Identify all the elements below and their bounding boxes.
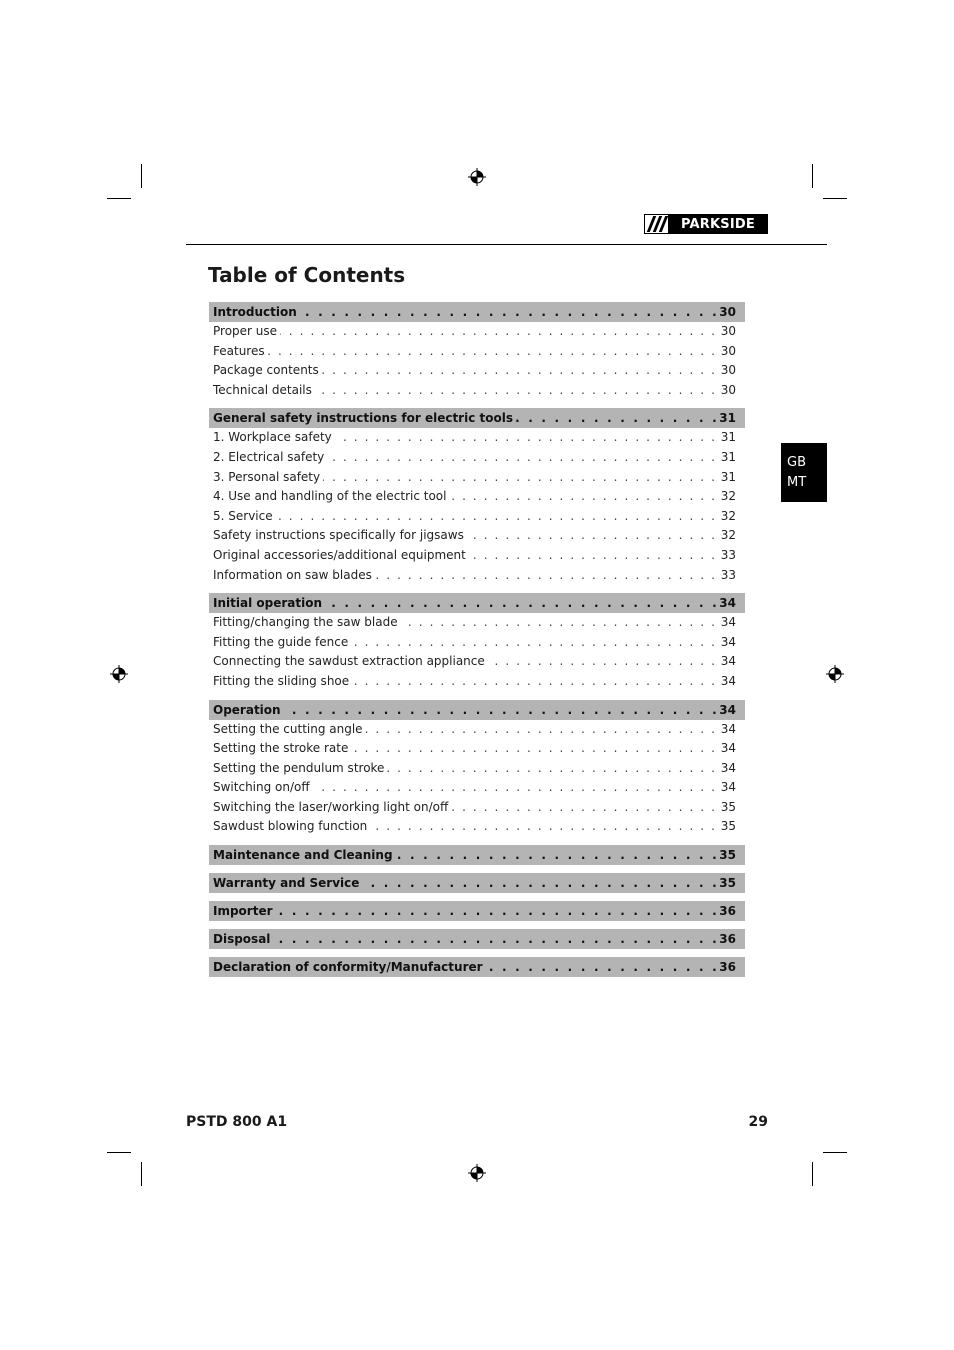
toc-entry[interactable] <box>209 817 745 837</box>
toc-heading-title: Warranty and Service <box>213 876 362 890</box>
toc-heading-page: 35 <box>716 845 736 865</box>
toc-entry[interactable] <box>209 468 745 488</box>
toc-entry-page: 35 <box>718 817 736 837</box>
toc-entry-page: 30 <box>718 381 736 401</box>
toc-entry[interactable] <box>209 633 745 653</box>
registration-mark-icon <box>110 665 128 683</box>
toc-entry-title: 1. Workplace safety <box>213 430 335 444</box>
toc-entry-page: 33 <box>718 566 736 586</box>
toc-entry[interactable] <box>209 381 745 401</box>
toc-heading[interactable] <box>209 593 745 613</box>
dot-leader <box>213 322 736 342</box>
toc-entry-title: Information on saw blades <box>213 568 375 582</box>
toc-heading-page: 35 <box>716 873 736 893</box>
toc-entry-title: Fitting the guide fence <box>213 635 351 649</box>
toc-entry-title: Switching on/off <box>213 780 313 794</box>
toc-entry[interactable] <box>209 448 745 468</box>
toc-entry-title: Fitting the sliding shoe <box>213 674 352 688</box>
toc-section <box>209 700 745 838</box>
toc-entry-page: 30 <box>718 322 736 342</box>
registration-mark-icon <box>468 168 486 186</box>
toc-entry[interactable] <box>209 798 745 818</box>
toc-entry-page: 34 <box>718 739 736 759</box>
toc-heading-title: General safety instructions for electric tools <box>213 411 516 425</box>
toc-section <box>209 593 745 691</box>
toc-heading[interactable] <box>209 873 745 893</box>
toc-section <box>209 302 745 400</box>
toc-entry-page: 34 <box>718 720 736 740</box>
toc-heading-title: Introduction <box>213 305 300 319</box>
toc-entry[interactable] <box>209 361 745 381</box>
toc-entry-title: Setting the cutting angle <box>213 722 366 736</box>
language-code: MT <box>787 475 807 490</box>
toc-entry-title: Fitting/changing the saw blade <box>213 615 401 629</box>
toc-entry[interactable] <box>209 672 745 692</box>
toc-entry[interactable] <box>209 778 745 798</box>
toc-heading-title: Declaration of conformity/Manufacturer <box>213 960 486 974</box>
toc-entry-title: Safety instructions specifically for jigsaws <box>213 528 467 542</box>
toc-heading-page: 34 <box>716 700 736 720</box>
toc-entry-page: 35 <box>718 798 736 818</box>
toc-section <box>209 957 745 977</box>
toc-heading-title: Initial operation <box>213 596 325 610</box>
toc-entry-page: 34 <box>718 633 736 653</box>
toc-entry-page: 31 <box>718 468 736 488</box>
toc-entry-page: 30 <box>718 342 736 362</box>
logo-text: PARKSIDE <box>668 214 768 234</box>
toc-entry-title: Setting the pendulum stroke <box>213 761 387 775</box>
toc-entry[interactable] <box>209 720 745 740</box>
crop-mark <box>141 164 142 188</box>
toc-entry-title: 4. Use and handling of the electric tool <box>213 489 449 503</box>
parkside-logo <box>644 214 768 234</box>
toc-entry-title: Features <box>213 344 268 358</box>
toc-heading-page: 30 <box>716 302 736 322</box>
toc-heading-title: Importer <box>213 904 276 918</box>
toc-entry-title: Connecting the sawdust extraction appliance <box>213 654 488 668</box>
table-of-contents <box>209 302 745 985</box>
toc-entry-page: 33 <box>718 546 736 566</box>
toc-heading[interactable] <box>209 901 745 921</box>
toc-heading-title: Maintenance and Cleaning <box>213 848 396 862</box>
toc-heading-title: Disposal <box>213 932 273 946</box>
toc-entry-title: Setting the stroke rate <box>213 741 351 755</box>
toc-entry-title: Package contents <box>213 363 322 377</box>
dot-leader <box>213 342 736 362</box>
toc-heading[interactable] <box>209 957 745 977</box>
toc-heading[interactable] <box>209 302 745 322</box>
toc-section <box>209 408 745 585</box>
toc-heading-page: 34 <box>716 593 736 613</box>
toc-heading-page: 36 <box>716 929 736 949</box>
toc-entry-title: Technical details <box>213 383 315 397</box>
toc-entry[interactable] <box>209 342 745 362</box>
dot-leader <box>213 901 736 921</box>
registration-mark-icon <box>826 665 844 683</box>
toc-heading[interactable] <box>209 408 745 428</box>
toc-entry[interactable] <box>209 546 745 566</box>
toc-heading-page: 36 <box>716 901 736 921</box>
toc-heading[interactable] <box>209 845 745 865</box>
toc-entry-page: 32 <box>718 507 736 527</box>
crop-mark <box>812 1162 813 1186</box>
toc-entry-page: 32 <box>718 487 736 507</box>
toc-entry[interactable] <box>209 322 745 342</box>
dot-leader <box>213 929 736 949</box>
footer-page-number: 29 <box>748 1114 768 1130</box>
toc-entry-page: 34 <box>718 759 736 779</box>
dot-leader <box>213 700 736 720</box>
toc-entry-title: Original accessories/additional equipment <box>213 548 469 562</box>
page-title: Table of Contents <box>208 263 406 287</box>
toc-entry-page: 30 <box>718 361 736 381</box>
crop-mark <box>823 1152 847 1153</box>
crop-mark <box>141 1162 142 1186</box>
toc-entry-title: Proper use <box>213 324 280 338</box>
toc-entry-page: 32 <box>718 526 736 546</box>
language-code: GB <box>787 455 806 470</box>
logo-slashes-icon <box>644 214 668 234</box>
toc-heading-page: 36 <box>716 957 736 977</box>
crop-mark <box>107 198 131 199</box>
toc-entry[interactable] <box>209 566 745 586</box>
toc-entry-title: 5. Service <box>213 509 276 523</box>
toc-heading-page: 31 <box>716 408 736 428</box>
toc-entry-page: 34 <box>718 672 736 692</box>
toc-entry[interactable] <box>209 652 745 672</box>
toc-entry[interactable] <box>209 739 745 759</box>
dot-leader <box>213 507 736 527</box>
toc-section <box>209 845 745 865</box>
toc-entry-page: 34 <box>718 652 736 672</box>
toc-section <box>209 929 745 949</box>
crop-mark <box>823 198 847 199</box>
toc-entry-title: 3. Personal safety <box>213 470 323 484</box>
toc-entry[interactable] <box>209 613 745 633</box>
toc-heading-title: Operation <box>213 703 284 717</box>
toc-entry-title: Switching the laser/working light on/off <box>213 800 451 814</box>
crop-mark <box>107 1152 131 1153</box>
crop-mark <box>812 164 813 188</box>
footer-model-name: PSTD 800 A1 <box>186 1114 288 1130</box>
header-divider <box>186 244 827 245</box>
toc-section <box>209 873 745 893</box>
toc-entry-title: Sawdust blowing function <box>213 819 370 833</box>
registration-mark-icon <box>468 1164 486 1182</box>
toc-entry[interactable] <box>209 487 745 507</box>
toc-heading[interactable] <box>209 700 745 720</box>
toc-entry-page: 34 <box>718 778 736 798</box>
toc-section <box>209 901 745 921</box>
language-tab <box>781 443 827 502</box>
toc-entry-page: 31 <box>718 428 736 448</box>
toc-entry[interactable] <box>209 526 745 546</box>
toc-entry[interactable] <box>209 759 745 779</box>
toc-entry-page: 34 <box>718 613 736 633</box>
toc-entry-title: 2. Electrical safety <box>213 450 327 464</box>
toc-entry-page: 31 <box>718 448 736 468</box>
toc-heading[interactable] <box>209 929 745 949</box>
toc-entry[interactable] <box>209 428 745 448</box>
toc-entry[interactable] <box>209 507 745 527</box>
